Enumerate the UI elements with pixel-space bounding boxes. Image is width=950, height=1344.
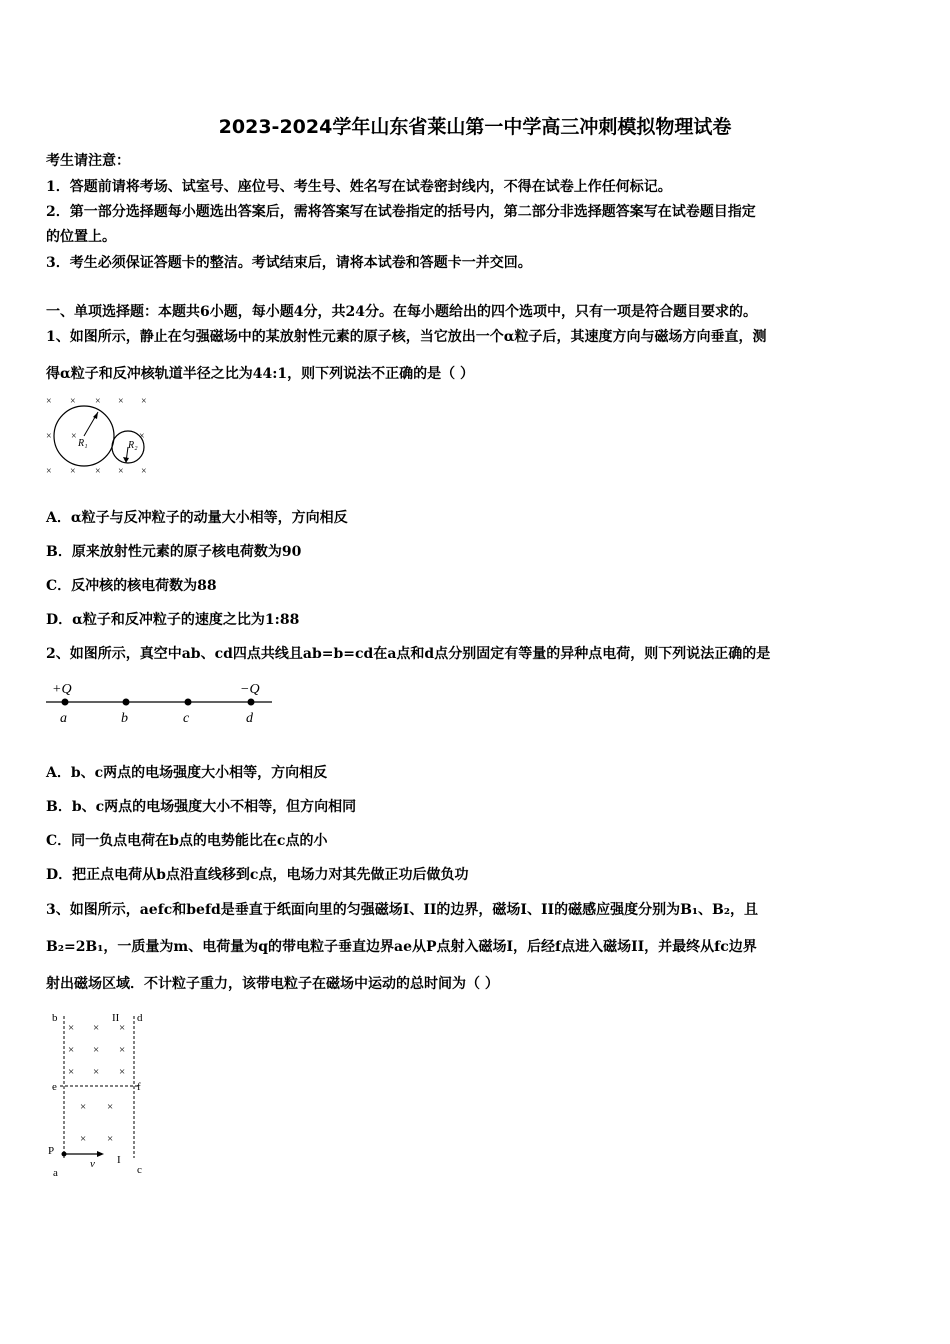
point-d [248,699,255,706]
cross-mark: × [95,466,101,477]
svg-text:×: × [93,1044,100,1056]
cross-mark: × [46,466,52,477]
label-d: d [246,711,253,726]
label-i: I [117,1154,121,1166]
q2-option-b[interactable]: B．b、c两点的电场强度大小不相等，但方向相同 [46,799,357,815]
cross-mark: × [118,466,124,477]
q3-stem-line2: B₂=2B₁，一质量为m、电荷量为q的带电粒子垂直边界ae从P点射入磁场I，后经f点进入磁场II，并最终从fc边界 [46,939,757,955]
cross-mark: × [139,431,145,442]
label-ii: II [112,1012,120,1024]
point-a [62,699,69,706]
plus-q-label: +Q [52,682,72,697]
svg-text:×: × [107,1133,114,1145]
point-b [123,699,130,706]
notice-item-1: 1．答题前请将考场、试室号、座位号、考生号、姓名写在试卷密封线内，不得在试卷上作任何标记。 [46,179,672,195]
cross-mark: × [70,466,76,477]
svg-text:×: × [93,1022,100,1034]
q3-stem-line1: 3、如图所示，aefc和befd是垂直于纸面向里的匀强磁场I、II的边界，磁场I、II的磁感应强度分别为B₁、B₂，且 [46,902,758,918]
notice-heading: 考生请注意： [46,153,130,169]
section-heading: 一、单项选择题：本题共6小题，每小题4分，共24分。在每小题给出的四个选项中，只有一项是符合题目要求的。 [46,304,757,320]
notice-item-3: 3．考生必须保证答题卡的整洁。考试结束后，请将本试卷和答题卡一并交回。 [46,255,532,271]
svg-text:×: × [93,1066,100,1078]
label-c: c [137,1164,142,1176]
cross-mark: × [141,396,147,407]
q1-option-c[interactable]: C．反冲核的核电荷数为88 [46,578,217,594]
svg-text:×: × [68,1022,75,1034]
cross-mark: × [71,431,77,442]
label-d: d [137,1012,143,1024]
r2-label: R₂ [128,440,138,451]
q3-stem-line3: 射出磁场区域．不计粒子重力，该带电粒子在磁场中运动的总时间为（ ） [46,976,499,992]
q2-option-a[interactable]: A．b、c两点的电场强度大小相等，方向相反 [46,765,328,781]
q1-option-d[interactable]: D．α粒子和反冲粒子的速度之比为1:88 [46,612,300,628]
notice-item-2-cont: 的位置上。 [46,229,116,245]
q2-option-d[interactable]: D．把正点电荷从b点沿直线移到c点，电场力对其先做正功后做负功 [46,867,469,883]
svg-text:×: × [80,1133,87,1145]
q2-option-c[interactable]: C．同一负点电荷在b点的电势能比在c点的小 [46,833,328,849]
svg-text:×: × [119,1066,126,1078]
r1-label: R₁ [78,438,88,449]
point-c [185,699,192,706]
label-v: v [90,1158,95,1170]
cross-mark: × [46,431,52,442]
svg-text:×: × [80,1101,87,1113]
notice-item-2: 2．第一部分选择题每小题选出答案后，需将答案写在试卷指定的括号内，第二部分非选择题答案写在试卷题目指定 [46,204,756,220]
cross-mark: × [95,396,101,407]
q3-field-crosses [68,1022,125,1145]
label-p: P [48,1145,55,1157]
label-a: a [60,711,67,726]
label-a: a [53,1167,58,1179]
label-e: e [52,1081,57,1093]
q1-option-a[interactable]: A．α粒子与反冲粒子的动量大小相等，方向相反 [46,510,348,526]
label-f: f [137,1081,141,1093]
q2-stem: 2、如图所示，真空中ab、cd四点共线且ab=b=cd在a点和d点分别固定有等量的异种点电荷，则下列说法正确的是 [46,646,771,662]
svg-text:×: × [119,1044,126,1056]
q1-figure [40,390,160,482]
cross-mark: × [70,396,76,407]
q1-option-b[interactable]: B．原来放射性元素的原子核电荷数为90 [46,544,302,560]
svg-text:×: × [68,1044,75,1056]
label-b: b [52,1012,58,1024]
minus-q-label: −Q [240,682,260,697]
q1-stem-line2: 得α粒子和反冲核轨道半径之比为44:1，则下列说法不正确的是（ ） [46,366,475,382]
label-c: c [183,711,190,726]
q1-stem-line1: 1、如图所示，静止在匀强磁场中的某放射性元素的原子核，当它放出一个α粒子后，其速度方向与磁场方向垂直，测 [46,329,767,345]
svg-text:×: × [119,1022,126,1034]
page-title: 2023-2024学年山东省莱山第一中学高三冲刺模拟物理试卷 [218,116,732,138]
q3-figure [40,1006,160,1186]
svg-text:×: × [68,1066,75,1078]
label-b: b [121,711,128,726]
cross-mark: × [118,396,124,407]
svg-text:×: × [107,1101,114,1113]
velocity-arrowhead [97,1151,104,1157]
r1-arrowhead [93,412,98,419]
cross-mark: × [46,396,52,407]
cross-mark: × [141,466,147,477]
q2-figure [40,676,280,728]
